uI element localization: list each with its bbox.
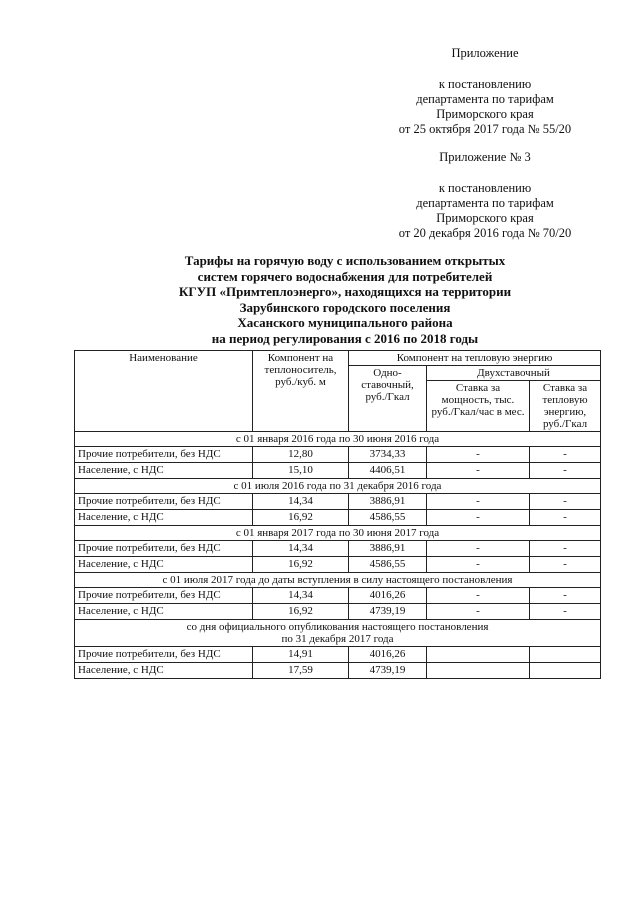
capacity-rate-value xyxy=(427,663,530,679)
table-row xyxy=(75,510,601,526)
single-rate-value: 4586,55 xyxy=(349,557,427,573)
consumer-name: Население, с НДС xyxy=(75,510,253,526)
header-energy-component: Компонент на тепловую энергию xyxy=(349,351,601,366)
appendix-3-line: Приморского края xyxy=(436,211,534,225)
table-row xyxy=(75,604,601,620)
single-rate-value: 4739,19 xyxy=(349,663,427,679)
consumer-name: Прочие потребители, без НДС xyxy=(75,494,253,510)
appendix-line: от 25 октября 2017 года № 55/20 xyxy=(398,122,572,136)
period-label: с 01 января 2017 года по 30 июня 2017 года xyxy=(75,526,601,541)
consumer-name: Прочие потребители, без НДС xyxy=(75,541,253,557)
appendix-line: к постановлению xyxy=(438,77,532,91)
table-row xyxy=(75,447,601,463)
table-row xyxy=(75,588,601,604)
title-line: на период регулирования с 2016 по 2018 годы xyxy=(211,330,479,346)
appendix-3-header xyxy=(350,150,620,241)
capacity-rate-value: - xyxy=(427,447,530,463)
energy-rate-value xyxy=(530,647,601,663)
energy-rate-value: - xyxy=(530,557,601,573)
energy-rate-value: - xyxy=(530,510,601,526)
period-label: со дня официального опубликования настоящего постановления по 31 декабря 2017 года xyxy=(75,620,601,647)
tariff-table-body xyxy=(75,351,601,679)
period-label: с 01 января 2016 года по 30 июня 2016 года xyxy=(75,432,601,447)
appendix-3-line: департамента по тарифам xyxy=(416,196,554,210)
header-two-rate: Двухставочный xyxy=(427,366,601,381)
title-line: Хасанского муниципального района xyxy=(237,315,453,330)
period-row xyxy=(75,620,601,647)
appendix-3-line: от 20 декабря 2016 года № 70/20 xyxy=(398,226,572,240)
carrier-value: 14,34 xyxy=(253,588,349,604)
period-row xyxy=(75,573,601,588)
single-rate-value: 4739,19 xyxy=(349,604,427,620)
consumer-name: Население, с НДС xyxy=(75,604,253,620)
energy-rate-value: - xyxy=(530,494,601,510)
carrier-value: 14,91 xyxy=(253,647,349,663)
energy-rate-value: - xyxy=(530,588,601,604)
header-single-rate: Одно-ставочный, руб./Гкал xyxy=(349,366,427,432)
table-row xyxy=(75,541,601,557)
period-label: с 01 июля 2017 года до даты вступления в силу настоящего постановления xyxy=(75,573,601,588)
capacity-rate-value: - xyxy=(427,588,530,604)
capacity-rate-value: - xyxy=(427,541,530,557)
header-energy-rate: Ставка за тепловую энергию, руб./Гкал xyxy=(530,381,601,432)
title-line: систем горячего водоснабжения для потребителей xyxy=(197,268,493,284)
energy-rate-value: - xyxy=(530,604,601,620)
table-row xyxy=(75,647,601,663)
table-row xyxy=(75,663,601,679)
title-line: КГУП «Примтеплоэнерго», находящихся на территории xyxy=(178,284,512,299)
capacity-rate-value: - xyxy=(427,510,530,526)
energy-rate-value: - xyxy=(530,541,601,557)
appendix-header xyxy=(350,46,620,137)
appendix-3-title: Приложение № 3 xyxy=(439,150,531,164)
appendix-line: департамента по тарифам xyxy=(416,92,554,106)
period-row xyxy=(75,526,601,541)
single-rate-value: 3886,91 xyxy=(349,541,427,557)
period-label: с 01 июля 2016 года по 31 декабря 2016 года xyxy=(75,479,601,494)
carrier-value: 14,34 xyxy=(253,494,349,510)
table-row xyxy=(75,557,601,573)
title-line: Тарифы на горячую воду с использованием открытых xyxy=(184,253,506,268)
carrier-value: 12,80 xyxy=(253,447,349,463)
header-capacity-rate: Ставка за мощность, тыс. руб./Гкал/час в мес. xyxy=(427,381,530,432)
capacity-rate-value: - xyxy=(427,557,530,573)
single-rate-value: 4406,51 xyxy=(349,463,427,479)
appendix-line: Приморского края xyxy=(436,107,534,121)
single-rate-value: 4586,55 xyxy=(349,510,427,526)
single-rate-value: 3886,91 xyxy=(349,494,427,510)
consumer-name: Прочие потребители, без НДС xyxy=(75,588,253,604)
capacity-rate-value: - xyxy=(427,463,530,479)
carrier-value: 16,92 xyxy=(253,557,349,573)
carrier-value: 16,92 xyxy=(253,510,349,526)
consumer-name: Прочие потребители, без НДС xyxy=(75,447,253,463)
capacity-rate-value: - xyxy=(427,604,530,620)
appendix-title: Приложение xyxy=(451,46,519,60)
period-row xyxy=(75,479,601,494)
carrier-value: 14,34 xyxy=(253,541,349,557)
consumer-name: Население, с НДС xyxy=(75,663,253,679)
capacity-rate-value xyxy=(427,647,530,663)
capacity-rate-value: - xyxy=(427,494,530,510)
energy-rate-value xyxy=(530,663,601,679)
consumer-name: Прочие потребители, без НДС xyxy=(75,647,253,663)
carrier-value: 16,92 xyxy=(253,604,349,620)
carrier-value: 15,10 xyxy=(253,463,349,479)
consumer-name: Население, с НДС xyxy=(75,463,253,479)
consumer-name: Население, с НДС xyxy=(75,557,253,573)
energy-rate-value: - xyxy=(530,447,601,463)
single-rate-value: 4016,26 xyxy=(349,588,427,604)
single-rate-value: 4016,26 xyxy=(349,647,427,663)
document-title xyxy=(60,253,630,346)
header-carrier: Компонент на теплоноситель, руб./куб. м xyxy=(253,351,349,432)
carrier-value: 17,59 xyxy=(253,663,349,679)
title-line: Зарубинского городского поселения xyxy=(239,299,451,315)
single-rate-value: 3734,33 xyxy=(349,447,427,463)
table-row xyxy=(75,494,601,510)
period-row xyxy=(75,432,601,447)
tariff-table xyxy=(74,350,601,679)
energy-rate-value: - xyxy=(530,463,601,479)
appendix-3-line: к постановлению xyxy=(438,181,532,195)
header-name: Наименование xyxy=(75,351,253,432)
table-row xyxy=(75,463,601,479)
